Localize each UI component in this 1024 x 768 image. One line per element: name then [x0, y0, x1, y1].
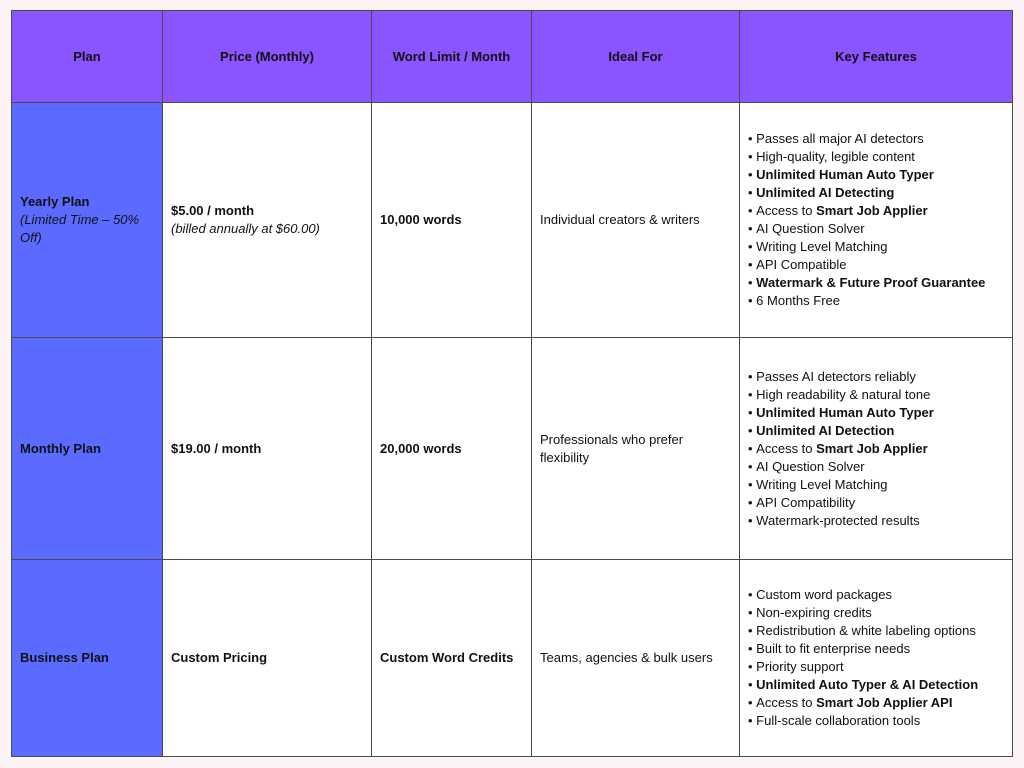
table-row-yearly [12, 103, 1013, 338]
feature-item: • Non-expiring credits [748, 604, 1004, 622]
price-cell-business [163, 560, 372, 757]
feature-item: • Priority support [748, 658, 1004, 676]
header-key-features: Key Features [740, 11, 1013, 103]
feature-item: • Built to fit enterprise needs [748, 640, 1004, 658]
ideal-for-cell-yearly [532, 103, 740, 338]
feature-item: • AI Question Solver [748, 458, 1004, 476]
header-price: Price (Monthly) [163, 11, 372, 103]
table-row-monthly [12, 338, 1013, 560]
feature-item: • Unlimited Human Auto Typer [748, 166, 1004, 184]
header-plan: Plan [12, 11, 163, 103]
feature-item: • API Compatible [748, 256, 1004, 274]
plan-cell-yearly [12, 103, 163, 338]
feature-list-yearly [748, 130, 1004, 310]
price-business: Custom Pricing [171, 650, 268, 665]
feature-item: • Passes all major AI detectors [748, 130, 1004, 148]
header-ideal-for: Ideal For [532, 11, 740, 103]
price-cell-yearly [163, 103, 372, 338]
feature-item: • Passes AI detectors reliably [748, 368, 1004, 386]
feature-item: • 6 Months Free [748, 292, 1004, 310]
feature-item: • Custom word packages [748, 586, 1004, 604]
word-limit-business: Custom Word Credits [380, 650, 514, 665]
features-cell-yearly [740, 103, 1013, 338]
feature-list-monthly [748, 368, 1004, 530]
word-limit-yearly: 10,000 words [380, 212, 462, 227]
price-yearly: $5.00 / month [171, 203, 255, 218]
feature-item: • Unlimited AI Detecting [748, 184, 1004, 202]
feature-item: • Redistribution & white labeling options [748, 622, 1004, 640]
feature-item: • Watermark-protected results [748, 512, 1004, 530]
plan-cell-monthly [12, 338, 163, 560]
word-limit-monthly: 20,000 words [380, 440, 462, 456]
feature-item: • Writing Level Matching [748, 238, 1004, 256]
table-row-business [12, 560, 1013, 757]
feature-item: • Unlimited Human Auto Typer [748, 404, 1004, 422]
feature-item: • Unlimited AI Detection [748, 422, 1004, 440]
feature-item: • High readability & natural tone [748, 386, 1004, 404]
plan-note-yearly: (Limited Time – 50% Off) [20, 212, 140, 245]
ideal-for-yearly: Individual creators & writers [540, 212, 700, 227]
feature-item: • Access to Smart Job Applier [748, 202, 1004, 220]
feature-item: • Writing Level Matching [748, 476, 1004, 494]
ideal-for-monthly: Professionals who prefer flexibility [540, 431, 684, 465]
feature-item: • Access to Smart Job Applier API [748, 694, 1004, 712]
feature-item: • Access to Smart Job Applier [748, 440, 1004, 458]
features-cell-monthly [740, 338, 1013, 560]
feature-list-business [748, 586, 1004, 730]
header-word-limit: Word Limit / Month [372, 11, 532, 103]
feature-item: • Unlimited Auto Typer & AI Detection [748, 676, 1004, 694]
feature-item: • AI Question Solver [748, 220, 1004, 238]
feature-item: • High-quality, legible content [748, 148, 1004, 166]
plan-name-business: Business Plan [20, 650, 109, 665]
plan-name-monthly: Monthly Plan [20, 440, 101, 456]
ideal-for-cell-monthly [532, 338, 740, 560]
header-row [12, 11, 1013, 103]
price-monthly: $19.00 / month [171, 440, 262, 456]
feature-item: • API Compatibility [748, 494, 1004, 512]
word-limit-cell-monthly [372, 338, 532, 560]
word-limit-cell-yearly [372, 103, 532, 338]
pricing-table [11, 10, 1013, 757]
word-limit-cell-business [372, 560, 532, 757]
features-cell-business [740, 560, 1013, 757]
feature-item: • Full-scale collaboration tools [748, 712, 1004, 730]
feature-item: • Watermark & Future Proof Guarantee [748, 274, 1004, 292]
ideal-for-cell-business [532, 560, 740, 757]
plan-cell-business [12, 560, 163, 757]
pricing-table-frame [11, 10, 1012, 756]
plan-name-yearly: Yearly Plan [20, 194, 90, 209]
ideal-for-business: Teams, agencies & bulk users [540, 650, 713, 665]
price-note-yearly: (billed annually at $60.00) [171, 221, 320, 236]
price-cell-monthly [163, 338, 372, 560]
